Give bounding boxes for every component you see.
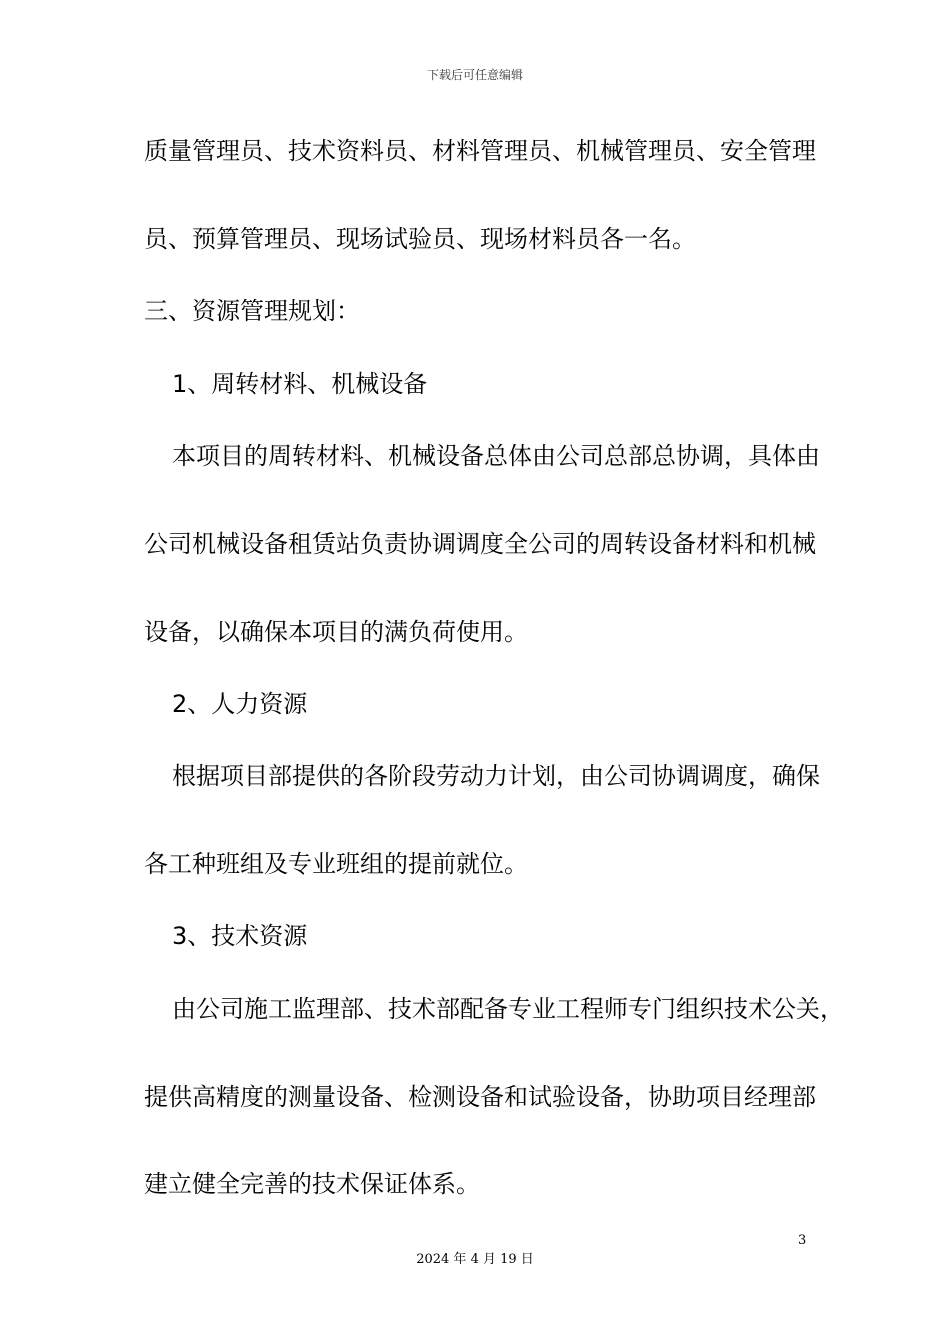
header-note: 下载后可任意编辑 [426,68,523,82]
body-line-technical-1: 由公司施工监理部、技术部配备专业工程师专门组织技术公关， [172,995,844,1023]
body-line-human-2: 各工种班组及专业班组的提前就位。 [144,850,528,878]
body-line-staff-roles: 质量管理员、技术资料员、材料管理员、机械管理员、安全管理 [144,137,816,165]
subheading-human-resources: 2、人力资源 [172,690,308,718]
subheading-materials-equipment: 1、周转材料、机械设备 [172,370,428,398]
body-line-materials-3: 设备，以确保本项目的满负荷使用。 [144,618,528,646]
body-line-materials-1: 本项目的周转材料、机械设备总体由公司总部总协调，具体由 [172,442,820,470]
section-heading-resource-planning: 三、资源管理规划： [144,297,360,325]
page-number: 3 [798,1233,807,1248]
body-line-materials-2: 公司机械设备租赁站负责协调调度全公司的周转设备材料和机械 [144,530,816,558]
body-line-staff-roles-cont: 员、预算管理员、现场试验员、现场材料员各一名。 [144,225,696,253]
body-line-human-1: 根据项目部提供的各阶段劳动力计划，由公司协调调度，确保 [172,762,820,790]
footer-date: 2024 年 4 月 19 日 [416,1252,534,1267]
body-line-technical-2: 提供高精度的测量设备、检测设备和试验设备，协助项目经理部 [144,1083,816,1111]
body-line-technical-3: 建立健全完善的技术保证体系。 [144,1170,480,1198]
subheading-technical-resources: 3、技术资源 [172,922,308,950]
